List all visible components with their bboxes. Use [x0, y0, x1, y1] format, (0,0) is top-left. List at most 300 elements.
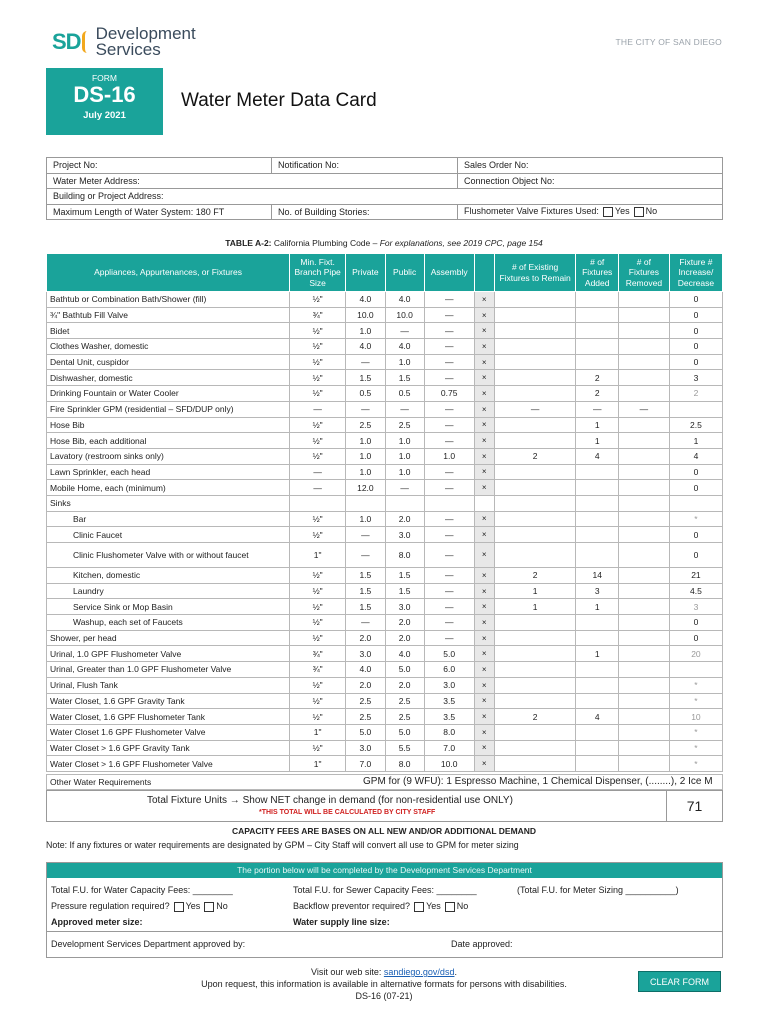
pipe-size: ½" [290, 354, 346, 370]
change-value: 4.5 [669, 583, 722, 599]
assembly-value: — [424, 543, 474, 568]
multiplier-mark: × [474, 480, 494, 496]
change-value: 0 [669, 527, 722, 543]
existing-field[interactable] [494, 677, 576, 693]
assembly-value: 8.0 [424, 724, 474, 740]
change-value: 3 [669, 599, 722, 615]
fixture-name: Water Closet, 1.6 GPF Gravity Tank [47, 693, 290, 709]
project-info-table [46, 157, 723, 220]
dsd-completion-section [46, 862, 723, 958]
private-value: 1.5 [346, 568, 385, 584]
existing-field[interactable] [494, 323, 576, 339]
added-field[interactable]: 3 [576, 583, 618, 599]
private-value: 2.0 [346, 630, 385, 646]
multiplier-mark: × [474, 417, 494, 433]
private-value: 3.0 [346, 646, 385, 662]
public-value: 1.0 [385, 354, 424, 370]
col-fixtures: Appliances, Appurtenances, or Fixtures [47, 254, 290, 292]
fixture-name: Lawn Sprinkler, each head [47, 464, 290, 480]
dsd-website-link[interactable]: sandiego.gov/dsd [383, 967, 455, 977]
multiplier-mark: × [474, 527, 494, 543]
pipe-size: ½" [290, 740, 346, 756]
removed-field[interactable] [618, 339, 669, 355]
sewer-fu-field[interactable]: Total F.U. for Sewer Capacity Fees: ________ [293, 885, 477, 895]
public-value: 1.5 [385, 370, 424, 386]
page-header [0, 0, 768, 70]
fixture-name: Fire Sprinkler GPM (residential – SFD/DUP only) [47, 401, 290, 417]
fixture-name: Washup, each set of Faucets [47, 615, 290, 631]
clear-form-button[interactable]: CLEAR FORM [638, 971, 721, 992]
removed-field[interactable] [618, 527, 669, 543]
removed-field[interactable] [618, 480, 669, 496]
added-field[interactable] [576, 480, 618, 496]
existing-field[interactable] [494, 724, 576, 740]
pipe-size: ½" [290, 511, 346, 527]
public-value: 2.5 [385, 693, 424, 709]
pipe-size: ½" [290, 448, 346, 464]
assembly-value: — [424, 323, 474, 339]
fixture-name: ¾" Bathtub Fill Valve [47, 307, 290, 323]
gpm-note: Note: If any fixtures or water requirements are designated by GPM – City Staff will convert all use to GPM for meter sizing [46, 840, 519, 850]
private-value: 2.5 [346, 417, 385, 433]
multiplier-mark: × [474, 370, 494, 386]
added-field[interactable] [576, 724, 618, 740]
sales-order-no-field[interactable]: Sales Order No: [458, 158, 723, 174]
added-field[interactable] [576, 307, 618, 323]
building-stories-field[interactable]: No. of Building Stories: [272, 204, 458, 220]
table-row [47, 386, 723, 402]
multiplier-mark: × [474, 292, 494, 308]
fixture-name: Dental Unit, cuspidor [47, 354, 290, 370]
change-value: * [669, 756, 722, 772]
private-value: 1.5 [346, 583, 385, 599]
existing-field[interactable] [494, 630, 576, 646]
public-value: 1.0 [385, 433, 424, 449]
table-row [47, 323, 723, 339]
pipe-size: — [290, 480, 346, 496]
assembly-value: 1.0 [424, 448, 474, 464]
change-value [669, 495, 722, 511]
removed-field[interactable] [618, 583, 669, 599]
dsd-band: The portion below will be completed by the Development Services Department [47, 863, 722, 878]
table-row [47, 543, 723, 568]
removed-field[interactable] [618, 662, 669, 678]
added-field[interactable]: — [576, 401, 618, 417]
added-field[interactable] [576, 662, 618, 678]
change-value: 0 [669, 543, 722, 568]
change-value: 4 [669, 448, 722, 464]
pipe-size: ½" [290, 417, 346, 433]
table-row [47, 646, 723, 662]
added-field[interactable] [576, 740, 618, 756]
table-row [47, 568, 723, 584]
dsd-logo [52, 26, 196, 58]
fixture-name: Clothes Washer, domestic [47, 339, 290, 355]
added-field[interactable] [576, 543, 618, 568]
line-size-field[interactable]: Water supply line size: [293, 917, 390, 927]
change-value: * [669, 677, 722, 693]
table-row [47, 583, 723, 599]
assembly-value: — [424, 354, 474, 370]
existing-field[interactable]: 1 [494, 583, 576, 599]
existing-field[interactable]: 1 [494, 599, 576, 615]
logo-swirl-icon [82, 31, 92, 53]
removed-field[interactable] [618, 354, 669, 370]
private-value: 1.5 [346, 370, 385, 386]
removed-field[interactable] [618, 495, 669, 511]
private-value: 1.0 [346, 511, 385, 527]
change-value: * [669, 511, 722, 527]
removed-field[interactable] [618, 599, 669, 615]
assembly-value: — [424, 401, 474, 417]
section-divider [47, 931, 722, 932]
change-value: 20 [669, 646, 722, 662]
removed-field[interactable] [618, 370, 669, 386]
assembly-value: — [424, 464, 474, 480]
pipe-size: ½" [290, 370, 346, 386]
existing-field[interactable] [494, 370, 576, 386]
pressure-no-checkbox[interactable] [204, 902, 214, 912]
total-label: Total Fixture Units → Show NET change in demand (for non-residential use ONLY) [147, 795, 513, 806]
added-field[interactable] [576, 339, 618, 355]
added-field[interactable]: 1 [576, 433, 618, 449]
existing-field[interactable] [494, 480, 576, 496]
existing-field[interactable] [494, 464, 576, 480]
added-field[interactable] [576, 495, 618, 511]
existing-field[interactable] [494, 693, 576, 709]
pipe-size [290, 495, 346, 511]
fixture-name: Clinic Flushometer Valve with or without faucet [47, 543, 290, 568]
assembly-value: — [424, 480, 474, 496]
pressure-regulation: Pressure regulation required? Yes No [51, 901, 228, 911]
multiplier-mark: × [474, 662, 494, 678]
existing-field[interactable] [494, 417, 576, 433]
pipe-size: 1" [290, 724, 346, 740]
col-removed: # of Fixtures Removed [618, 254, 669, 292]
assembly-value: — [424, 339, 474, 355]
accessibility-note: Upon request, this information is available in alternative formats for persons with disabilities. [201, 979, 567, 989]
public-value: 2.0 [385, 615, 424, 631]
private-value: 10.0 [346, 307, 385, 323]
removed-field[interactable] [618, 568, 669, 584]
change-value: 21 [669, 568, 722, 584]
change-value: * [669, 740, 722, 756]
private-value: 4.0 [346, 292, 385, 308]
private-value: 2.5 [346, 693, 385, 709]
table-row [47, 464, 723, 480]
city-name: THE CITY OF SAN DIEGO [615, 37, 722, 47]
water-meter-address-field[interactable]: Water Meter Address: [47, 173, 458, 189]
assembly-value [424, 495, 474, 511]
fixture-name: Urinal, 1.0 GPF Flushometer Valve [47, 646, 290, 662]
fixture-name: Clinic Faucet [47, 527, 290, 543]
fixture-name: Lavatory (restroom sinks only) [47, 448, 290, 464]
table-row [47, 615, 723, 631]
removed-field[interactable] [618, 323, 669, 339]
flushometer-field: Flushometer Valve Fixtures Used: Yes No [458, 204, 723, 220]
removed-field[interactable] [618, 709, 669, 725]
other-value-field[interactable]: GPM for (9 WFU): 1 Espresso Machine, 1 Chemical Dispenser, (........), 2 Ice M [363, 776, 713, 787]
added-field[interactable] [576, 292, 618, 308]
existing-field[interactable]: 2 [494, 568, 576, 584]
existing-field[interactable] [494, 292, 576, 308]
existing-field[interactable] [494, 339, 576, 355]
private-value: 1.0 [346, 433, 385, 449]
existing-field[interactable] [494, 615, 576, 631]
public-value: 8.0 [385, 756, 424, 772]
public-value: 5.5 [385, 740, 424, 756]
removed-field[interactable] [618, 693, 669, 709]
backflow-yes-checkbox[interactable] [414, 902, 424, 912]
fixture-name: Shower, per head [47, 630, 290, 646]
pipe-size: ½" [290, 323, 346, 339]
added-field[interactable]: 4 [576, 448, 618, 464]
public-value: 2.5 [385, 709, 424, 725]
fixture-name: Drinking Fountain or Water Cooler [47, 386, 290, 402]
fixture-name: Hose Bib [47, 417, 290, 433]
private-value: 1.0 [346, 464, 385, 480]
change-value: 2 [669, 386, 722, 402]
fixture-name: Bathtub or Combination Bath/Shower (fill) [47, 292, 290, 308]
table-row [47, 480, 723, 496]
private-value: — [346, 527, 385, 543]
added-field[interactable] [576, 527, 618, 543]
existing-field[interactable]: 2 [494, 448, 576, 464]
total-value-field[interactable]: 71 [666, 791, 722, 821]
removed-field[interactable] [618, 615, 669, 631]
added-field[interactable] [576, 630, 618, 646]
change-value: 2.5 [669, 417, 722, 433]
added-field[interactable]: 2 [576, 370, 618, 386]
col-multiplier [474, 254, 494, 292]
existing-field[interactable] [494, 386, 576, 402]
added-field[interactable] [576, 677, 618, 693]
building-address-field[interactable]: Building or Project Address: [47, 189, 723, 205]
page-title: Water Meter Data Card [181, 90, 377, 111]
meter-fu-field[interactable]: (Total F.U. for Meter Sizing __________) [517, 885, 679, 895]
table-row [47, 630, 723, 646]
table-row [47, 511, 723, 527]
assembly-value: — [424, 307, 474, 323]
water-fu-field[interactable]: Total F.U. for Water Capacity Fees: ________ [51, 885, 233, 895]
max-length-field[interactable]: Maximum Length of Water System: 180 FT [47, 204, 272, 220]
removed-field[interactable] [618, 386, 669, 402]
existing-field[interactable] [494, 527, 576, 543]
public-value: — [385, 480, 424, 496]
flush-yes-checkbox[interactable] [603, 207, 613, 217]
table-row [47, 599, 723, 615]
removed-field[interactable] [618, 511, 669, 527]
pipe-size: ½" [290, 386, 346, 402]
multiplier-mark: × [474, 756, 494, 772]
private-value: — [346, 543, 385, 568]
assembly-value: 10.0 [424, 756, 474, 772]
connection-object-no-field[interactable]: Connection Object No: [458, 173, 723, 189]
public-value: 5.0 [385, 662, 424, 678]
existing-field[interactable] [494, 740, 576, 756]
table-row [47, 433, 723, 449]
change-value: 0 [669, 480, 722, 496]
fixture-name: Urinal, Flush Tank [47, 677, 290, 693]
fixture-name: Mobile Home, each (minimum) [47, 480, 290, 496]
private-value: 4.0 [346, 662, 385, 678]
col-pipe-size: Min. Fixt. Branch Pipe Size [290, 254, 346, 292]
private-value: 2.0 [346, 677, 385, 693]
table-row [47, 677, 723, 693]
existing-field[interactable] [494, 433, 576, 449]
fixture-name: Urinal, Greater than 1.0 GPF Flushometer Valve [47, 662, 290, 678]
removed-field[interactable] [618, 292, 669, 308]
table-row [47, 307, 723, 323]
removed-field[interactable] [618, 464, 669, 480]
private-value: — [346, 354, 385, 370]
added-field[interactable]: 1 [576, 599, 618, 615]
change-value: 0 [669, 630, 722, 646]
project-no-field[interactable]: Project No: [47, 158, 272, 174]
private-value: 7.0 [346, 756, 385, 772]
assembly-value: — [424, 527, 474, 543]
fixture-table [46, 253, 723, 772]
existing-field[interactable]: — [494, 401, 576, 417]
existing-field[interactable] [494, 354, 576, 370]
table-row [47, 756, 723, 772]
pipe-size: ½" [290, 615, 346, 631]
table-row [47, 401, 723, 417]
fixture-name: Sinks [47, 495, 290, 511]
added-field[interactable]: 1 [576, 417, 618, 433]
col-added: # of Fixtures Added [576, 254, 618, 292]
removed-field[interactable] [618, 740, 669, 756]
notification-no-field[interactable]: Notification No: [272, 158, 458, 174]
pressure-yes-checkbox[interactable] [174, 902, 184, 912]
logo-text: Development Services [95, 24, 196, 59]
fixture-name: Water Closet > 1.6 GPF Flushometer Valve [47, 756, 290, 772]
removed-field[interactable] [618, 630, 669, 646]
pipe-size: ½" [290, 599, 346, 615]
assembly-value: — [424, 630, 474, 646]
public-value: 2.0 [385, 630, 424, 646]
public-value: 2.0 [385, 677, 424, 693]
removed-field[interactable] [618, 448, 669, 464]
multiplier-mark: × [474, 740, 494, 756]
fixture-name: Kitchen, domestic [47, 568, 290, 584]
existing-field[interactable] [494, 662, 576, 678]
fixture-name: Bar [47, 511, 290, 527]
removed-field[interactable]: — [618, 401, 669, 417]
removed-field[interactable] [618, 677, 669, 693]
private-value: 0.5 [346, 386, 385, 402]
date-approved-field[interactable]: Date approved: [451, 939, 513, 949]
existing-field[interactable] [494, 543, 576, 568]
change-value [669, 662, 722, 678]
col-assembly: Assembly [424, 254, 474, 292]
added-field[interactable] [576, 615, 618, 631]
table-row [47, 417, 723, 433]
form-date: July 2021 [83, 110, 126, 121]
added-field[interactable]: 14 [576, 568, 618, 584]
added-field[interactable] [576, 693, 618, 709]
form-label: FORM [91, 73, 118, 83]
removed-field[interactable] [618, 756, 669, 772]
added-field[interactable] [576, 756, 618, 772]
backflow-no-checkbox[interactable] [445, 902, 455, 912]
table-header-row [47, 254, 723, 292]
pipe-size: ½" [290, 693, 346, 709]
added-field[interactable]: 4 [576, 709, 618, 725]
multiplier-mark: × [474, 401, 494, 417]
pipe-size: — [290, 401, 346, 417]
multiplier-mark: × [474, 307, 494, 323]
existing-field[interactable] [494, 307, 576, 323]
multiplier-mark: × [474, 433, 494, 449]
multiplier-mark: × [474, 511, 494, 527]
pipe-size: ¾" [290, 662, 346, 678]
removed-field[interactable] [618, 724, 669, 740]
existing-field[interactable]: 2 [494, 709, 576, 725]
added-field[interactable] [576, 464, 618, 480]
backflow-preventor: Backflow preventor required? Yes No [293, 901, 469, 911]
removed-field[interactable] [618, 417, 669, 433]
added-field[interactable] [576, 323, 618, 339]
added-field[interactable]: 1 [576, 646, 618, 662]
added-field[interactable] [576, 354, 618, 370]
removed-field[interactable] [618, 543, 669, 568]
form-badge [46, 68, 163, 135]
added-field[interactable]: 2 [576, 386, 618, 402]
assembly-value: — [424, 599, 474, 615]
public-value: 3.0 [385, 599, 424, 615]
pipe-size: ¾" [290, 307, 346, 323]
existing-field[interactable] [494, 756, 576, 772]
multiplier-mark: × [474, 323, 494, 339]
assembly-value: — [424, 292, 474, 308]
assembly-value: 5.0 [424, 646, 474, 662]
public-value: — [385, 401, 424, 417]
removed-field[interactable] [618, 646, 669, 662]
removed-field[interactable] [618, 433, 669, 449]
change-value: 3 [669, 370, 722, 386]
fixture-name: Bidet [47, 323, 290, 339]
change-value: 0 [669, 354, 722, 370]
existing-field[interactable] [494, 511, 576, 527]
table-row [47, 693, 723, 709]
fixture-name: Hose Bib, each additional [47, 433, 290, 449]
public-value: — [385, 323, 424, 339]
public-value: 2.0 [385, 511, 424, 527]
existing-field[interactable] [494, 646, 576, 662]
change-value: 0 [669, 292, 722, 308]
page-footer: Visit our web site: sandiego.gov/dsd. Upon request, this information is available in alternative formats for persons with disabilities. DS-16 (07-21) [0, 966, 768, 1002]
existing-field[interactable] [494, 495, 576, 511]
table-row [47, 354, 723, 370]
table-row [47, 662, 723, 678]
multiplier-mark: × [474, 543, 494, 568]
form-code: DS-16 (07-21) [355, 991, 413, 1001]
public-value: 0.5 [385, 386, 424, 402]
private-value: 1.5 [346, 599, 385, 615]
approved-by-field[interactable]: Development Services Department approved by: [51, 939, 246, 949]
public-value: 2.5 [385, 417, 424, 433]
meter-size-field[interactable]: Approved meter size: [51, 917, 143, 927]
flush-no-checkbox[interactable] [634, 207, 644, 217]
pipe-size: 1" [290, 543, 346, 568]
removed-field[interactable] [618, 307, 669, 323]
multiplier-mark: × [474, 339, 494, 355]
table-row [47, 495, 723, 511]
private-value: 2.5 [346, 709, 385, 725]
assembly-value: — [424, 568, 474, 584]
added-field[interactable] [576, 511, 618, 527]
